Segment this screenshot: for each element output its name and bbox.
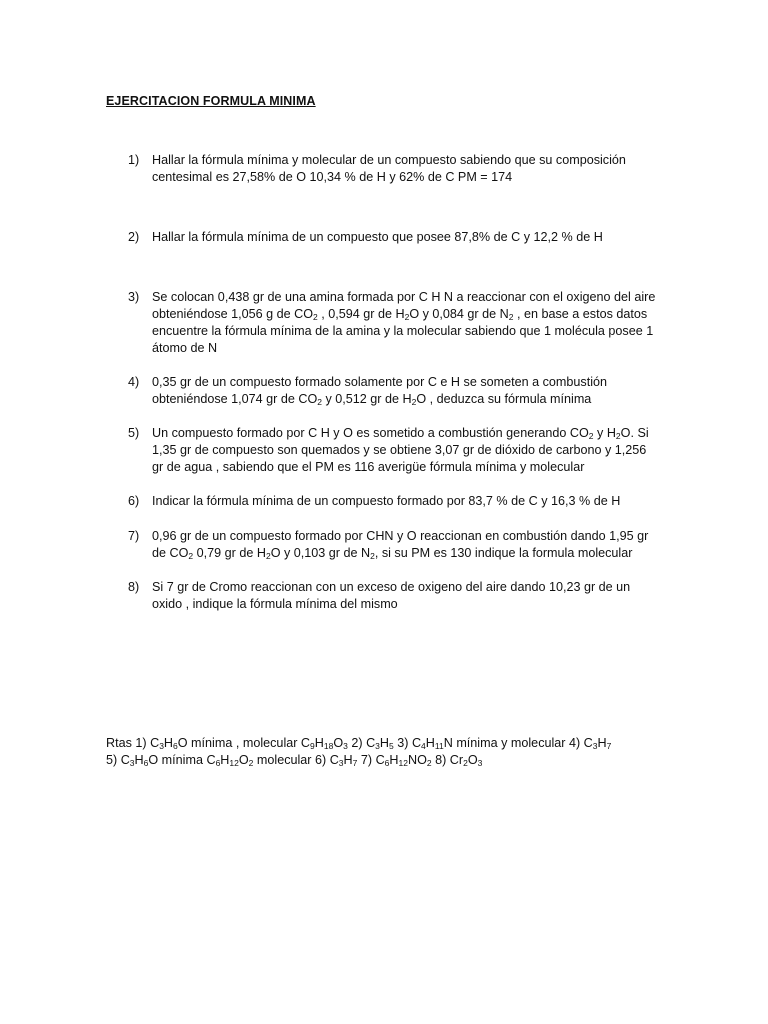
exercise-text [152,579,688,613]
exercise-7 [128,528,688,562]
exercise-2 [128,229,688,246]
exercise-line: gr de agua , sabiendo que el PM es 116 averigüe fórmula mínima y molecular [152,460,585,474]
exercise-number: 3) [128,290,140,304]
exercise-5 [128,425,688,476]
exercise-8 [128,579,688,613]
answers-line: Rtas 1) $C_3H_6O$ mínima , molecular $C_9H_{18}O_3$ 2) $C_3H_5$ 3) $C_4H_{11}N$ mínima y molecular 4) $C_3H_7$ [106,736,612,751]
exercise-line: 1,35 gr de compuesto son quemados y se obtiene 3,07 gr de dióxido de carbono y 1,256 [152,443,647,457]
exercise-number: 5) [128,426,140,440]
exercise-text [152,374,688,408]
exercise-line: obteniéndose 1,056 g de $CO_2$ , 0,594 gr de $H_2O$ y 0,084 gr de $N_2$ , en base a estos datos [152,307,648,322]
exercise-number: 4) [128,375,140,389]
exercise-text [152,493,688,510]
exercise-line: obteniéndose 1,074 gr de $CO_2$ y 0,512 gr de $H_2O$ , deduzca su fórmula mínima [152,392,592,407]
exercise-line: átomo de N [152,341,218,355]
exercise-line: Indicar la fórmula mínima de un compuesto formado por 83,7 % de C y 16,3 % de H [152,494,621,508]
exercise-line: de $CO_2$ 0,79 gr de $H_2O$ y 0,103 gr de $N_2$, si su PM es 130 indique la formula molecular [152,546,633,561]
exercise-text [152,289,688,357]
exercise-1 [128,152,688,186]
exercise-line: oxido , indique la fórmula mínima del mismo [152,597,398,611]
exercise-6 [128,493,688,510]
exercise-text [152,229,688,246]
exercise-number: 1) [128,153,140,167]
exercise-number: 2) [128,230,140,244]
exercise-text [152,425,688,476]
exercise-number: 6) [128,494,140,508]
exercise-line: Hallar la fórmula mínima de un compuesto que posee 87,8% de C y 12,2 % de H [152,230,603,244]
answers-block [106,735,611,769]
exercise-line: 0,35 gr de un compuesto formado solamente por C e H se someten a combustión [152,375,608,389]
exercise-number: 7) [128,529,140,543]
exercise-line: 0,96 gr de un compuesto formado por CHN y O reaccionan en combustión dando 1,95 gr [152,529,649,543]
exercise-line: encuentre la fórmula mínima de la amina y la molecular sabiendo que 1 molécula posee 1 [152,324,654,338]
exercise-line: Hallar la fórmula mínima y molecular de un compuesto sabiendo que su composición [152,153,626,167]
exercise-3 [128,289,688,357]
exercise-number: 8) [128,580,140,594]
exercise-line: centesimal es 27,58% de O 10,34 % de H y 62% de C PM = 174 [152,170,513,184]
exercise-line: Un compuesto formado por C H y O es sometido a combustión generando $CO_2$ y $H_2O$. Si [152,426,649,441]
exercise-4 [128,374,688,408]
answers-line: 5) $C_3H_6O$ mínima $C_6H_{12}O_2$ molecular 6) $C_3H_7$ 7) $C_6H_{12}NO_2$ 8) $Cr_2O_3$ [106,753,483,768]
exercise-line: Se colocan 0,438 gr de una amina formada por C H N a reaccionar con el oxigeno del aire [152,290,656,304]
exercise-line: Si 7 gr de Cromo reaccionan con un exceso de oxigeno del aire dando 10,23 gr de un [152,580,631,594]
exercise-text [152,152,688,186]
page-title: EJERCITACION FORMULA MINIMA [106,94,316,108]
exercise-text [152,528,688,562]
